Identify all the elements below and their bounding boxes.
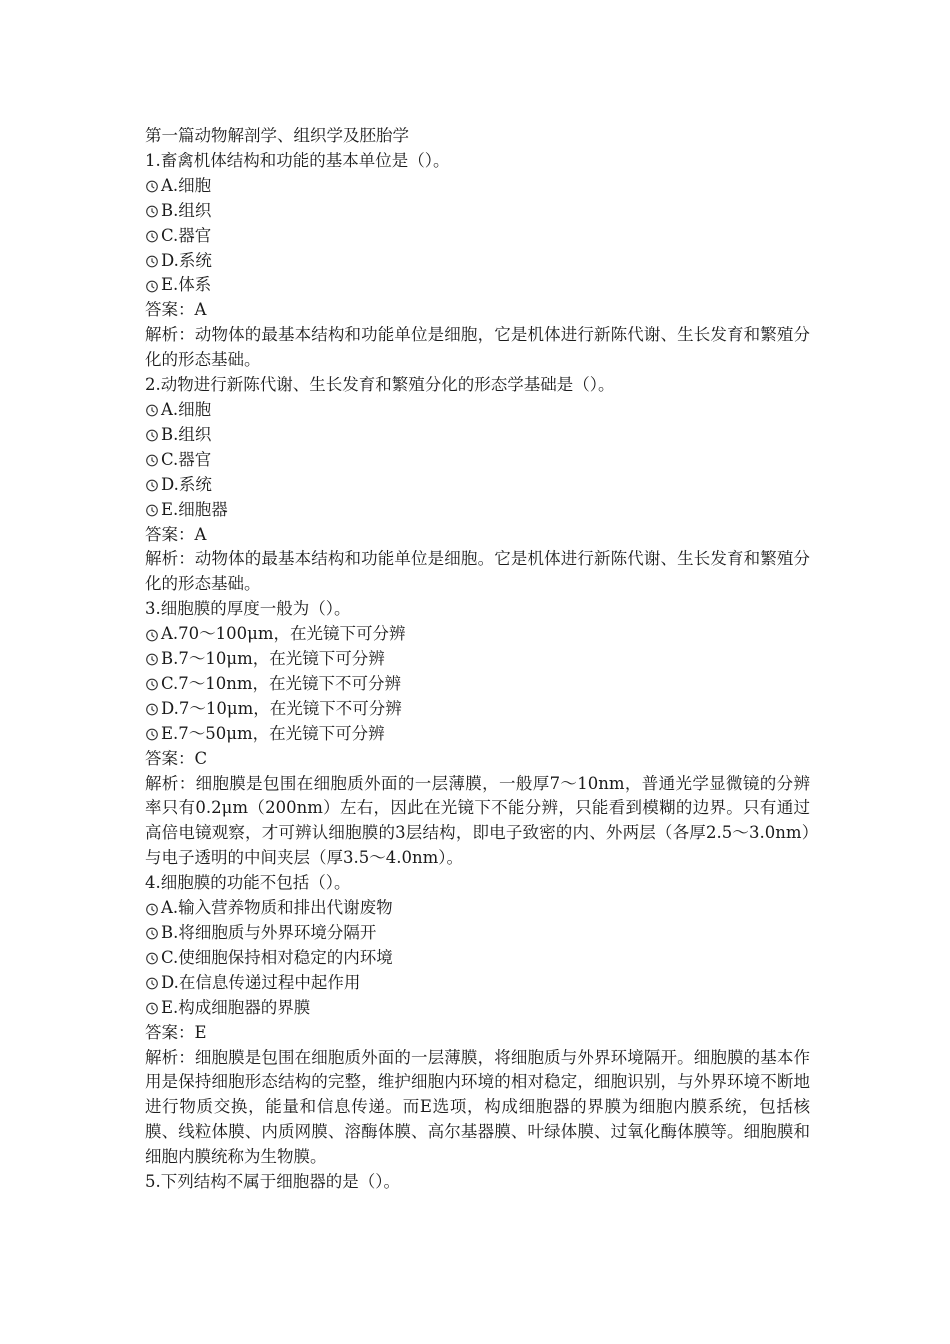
- radio-option-icon[interactable]: [145, 1001, 159, 1015]
- question-block: [145, 597, 810, 871]
- option-label: E.构成细胞器的界膜: [161, 997, 311, 1017]
- option-d[interactable]: [145, 971, 810, 996]
- question-block: [145, 871, 810, 1170]
- option-c[interactable]: [145, 672, 810, 697]
- option-e[interactable]: [145, 273, 810, 298]
- option-a[interactable]: [145, 174, 810, 199]
- radio-option-icon[interactable]: [145, 403, 159, 417]
- question-stem: 1.畜禽机体结构和功能的基本单位是（）。: [145, 150, 450, 170]
- radio-option-icon[interactable]: [145, 229, 159, 243]
- question-stem: 5.下列结构不属于细胞器的是（）。: [145, 1172, 400, 1192]
- radio-option-icon[interactable]: [145, 503, 159, 517]
- question-stem: 2.动物进行新陈代谢、生长发育和繁殖分化的形态学基础是（）。: [145, 375, 615, 395]
- section-title: 第一篇动物解剖学、组织学及胚胎学: [145, 126, 409, 145]
- question-block: [145, 373, 810, 597]
- option-label: D.7～10μm，在光镜下不可分辨: [161, 698, 402, 718]
- option-label: B.组织: [161, 200, 212, 220]
- radio-option-icon[interactable]: [145, 254, 159, 268]
- option-label: D.在信息传递过程中起作用: [161, 972, 361, 992]
- radio-option-icon[interactable]: [145, 453, 159, 467]
- option-label: B.组织: [161, 424, 212, 444]
- option-label: E.7～50μm，在光镜下可分辨: [161, 723, 385, 743]
- radio-option-icon[interactable]: [145, 677, 159, 691]
- radio-option-icon[interactable]: [145, 179, 159, 193]
- option-d[interactable]: [145, 473, 810, 498]
- option-label: A.70～100μm，在光镜下可分辨: [161, 624, 406, 644]
- option-a[interactable]: [145, 622, 810, 647]
- option-label: B.7～10μm，在光镜下可分辨: [161, 649, 385, 669]
- option-label: A.细胞: [161, 399, 212, 419]
- option-d[interactable]: [145, 249, 810, 274]
- analysis-text: 解析：动物体的最基本结构和功能单位是细胞。它是机体进行新陈代谢、生长发育和繁殖分化的形态基础。: [145, 549, 810, 594]
- option-b[interactable]: [145, 647, 810, 672]
- option-label: D.系统: [161, 250, 212, 270]
- option-label: C.7～10nm，在光镜下不可分辨: [161, 673, 402, 693]
- radio-option-icon[interactable]: [145, 926, 159, 940]
- option-label: A.细胞: [161, 175, 212, 195]
- question-stem: 4.细胞膜的功能不包括（）。: [145, 873, 351, 893]
- option-label: E.体系: [161, 275, 212, 295]
- answer-text: 答案：E: [145, 1022, 207, 1042]
- option-c[interactable]: [145, 946, 810, 971]
- radio-option-icon[interactable]: [145, 478, 159, 492]
- analysis-text: 解析：动物体的最基本结构和功能单位是细胞，它是机体进行新陈代谢、生长发育和繁殖分化的形态基础。: [145, 325, 810, 370]
- radio-option-icon[interactable]: [145, 628, 159, 642]
- option-label: E.细胞器: [161, 499, 228, 519]
- option-b[interactable]: [145, 199, 810, 224]
- option-label: C.器官: [161, 225, 212, 245]
- answer-text: 答案：A: [145, 524, 207, 544]
- question-stem: 3.细胞膜的厚度一般为（）。: [145, 599, 351, 619]
- option-label: C.器官: [161, 449, 212, 469]
- radio-option-icon[interactable]: [145, 976, 159, 990]
- answer-text: 答案：A: [145, 300, 207, 320]
- radio-option-icon[interactable]: [145, 702, 159, 716]
- analysis-text: 解析：细胞膜是包围在细胞质外面的一层薄膜，一般厚7～10nm，普通光学显微镜的分辨率只有0.2μm（200nm）左右，因此在光镜下不能分辨，只能看到模糊的边界。只有通过高倍电镜观察，才可辨认细胞膜的3层结构，即电子致密的内、外两层（各厚2.5～3.0nm）与电子透明的中间夹层（厚3.5～4.0nm）。: [145, 773, 810, 868]
- option-a[interactable]: [145, 896, 810, 921]
- radio-option-icon[interactable]: [145, 902, 159, 916]
- question-block: [145, 1170, 810, 1195]
- radio-option-icon[interactable]: [145, 652, 159, 666]
- option-e[interactable]: [145, 996, 810, 1021]
- document-page: [145, 124, 810, 1195]
- option-b[interactable]: [145, 423, 810, 448]
- radio-option-icon[interactable]: [145, 727, 159, 741]
- radio-option-icon[interactable]: [145, 428, 159, 442]
- answer-text: 答案：C: [145, 748, 208, 768]
- question-block: [145, 149, 810, 373]
- option-label: C.使细胞保持相对稳定的内环境: [161, 947, 393, 967]
- option-e[interactable]: [145, 722, 810, 747]
- option-d[interactable]: [145, 697, 810, 722]
- option-c[interactable]: [145, 224, 810, 249]
- option-e[interactable]: [145, 498, 810, 523]
- radio-option-icon[interactable]: [145, 204, 159, 218]
- option-label: D.系统: [161, 474, 212, 494]
- option-c[interactable]: [145, 448, 810, 473]
- radio-option-icon[interactable]: [145, 951, 159, 965]
- option-a[interactable]: [145, 398, 810, 423]
- option-label: A.输入营养物质和排出代谢废物: [161, 898, 393, 918]
- option-b[interactable]: [145, 921, 810, 946]
- option-label: B.将细胞质与外界环境分隔开: [161, 923, 377, 942]
- radio-option-icon[interactable]: [145, 279, 159, 293]
- analysis-text: 解析：细胞膜是包围在细胞质外面的一层薄膜，将细胞质与外界环境隔开。细胞膜的基本作用是保持细胞形态结构的完整，维护细胞内环境的相对稳定，细胞识别，与外界环境不断地进行物质交换，能量和信息传递。而E选项，构成细胞器的界膜为细胞内膜系统，包括核膜、线粒体膜、内质网膜、溶酶体膜、高尔基器膜、叶绿体膜、过氧化酶体膜等。细胞膜和细胞内膜统称为生物膜。: [145, 1047, 810, 1167]
